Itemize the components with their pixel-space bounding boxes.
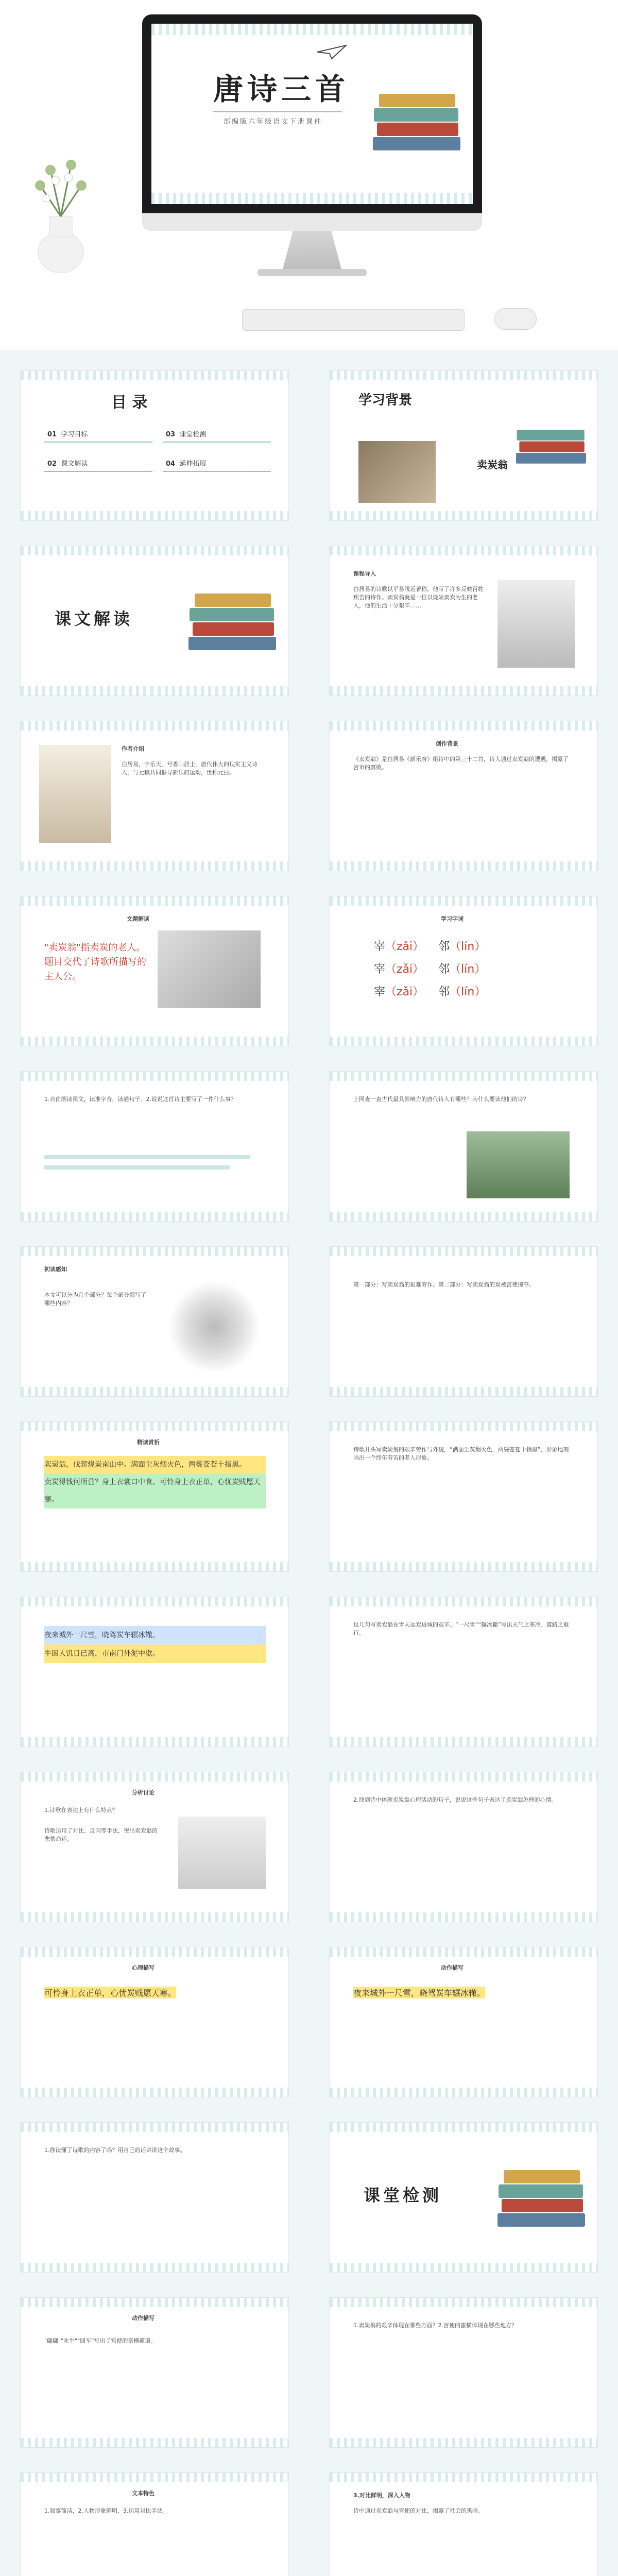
cover-title: 唐诗三首 — [213, 72, 350, 107]
slide-read-answer[interactable] — [330, 1247, 597, 1396]
toc-title: 目 录 — [111, 394, 148, 412]
author-portrait — [497, 580, 575, 668]
reading-title: 课文解读 — [55, 609, 133, 629]
action-heading: 动作描写 — [441, 1964, 464, 1971]
cover-stripe-bottom — [151, 193, 473, 204]
words-left-text: "卖炭翁"指卖炭的老人。题目交代了诗歌所描写的主人公。 — [44, 942, 146, 982]
char-row: 宰（zǎi） 邻（lín） — [374, 940, 486, 953]
slide-action[interactable] — [330, 1947, 597, 2097]
slide-words[interactable] — [21, 896, 288, 1046]
slide-reading[interactable] — [21, 546, 288, 696]
slide-features[interactable] — [21, 2473, 288, 2576]
char-list — [374, 936, 486, 1004]
slide-poem-1[interactable] — [21, 1422, 288, 1571]
poem1-note-body: 诗歌开头写卖炭翁的艰辛劳作与外貌，“满面尘灰烟火色，两鬓苍苍十指黑”，形象地刻画出一个终年劳苦的老人形象。 — [353, 1446, 569, 1461]
slide-toc[interactable] — [21, 371, 288, 520]
action-line: 夜来城外一尺雪，晓驾炭车辗冰辙。 — [353, 1987, 485, 1998]
author-heading: 作者介绍 — [122, 745, 144, 752]
slide-analysis[interactable] — [21, 1772, 288, 1922]
slide-test-b[interactable] — [330, 2298, 597, 2447]
slide-poem-1-note[interactable] — [330, 1422, 597, 1571]
features-body: 1.叙事简洁，2.人物形象鲜明，3.运用对比手法。 — [44, 2507, 168, 2514]
books-illustration — [188, 580, 271, 657]
poem2-lines — [44, 1626, 266, 1663]
test-a-body: "翩翩""叱牛""回车"写出了宫使的蛮横霸道。 — [44, 2337, 157, 2344]
slide-read-right[interactable] — [330, 1072, 597, 1221]
read-note-heading: 初读感知 — [44, 1266, 67, 1273]
mouse — [494, 308, 537, 330]
analysis-question: 1.诗歌在表达上有什么特点？ — [44, 1807, 118, 1814]
slide-learn-chars[interactable] — [330, 896, 597, 1046]
monitor-chin — [142, 213, 482, 231]
analysis-heading: 分析讨论 — [132, 1789, 154, 1796]
paper-plane-icon — [316, 44, 347, 60]
slide-read-first[interactable] — [21, 1072, 288, 1221]
slide-analysis-right[interactable] — [330, 1772, 597, 1922]
slide-poem-2[interactable] — [21, 1597, 288, 1747]
monitor — [142, 14, 482, 231]
creation-body: 《卖炭翁》是白居易《新乐府》组诗中的第三十二首，诗人通过卖炭翁的遭遇，揭露了宫市的腐败。 — [353, 756, 569, 771]
features-right-body: 诗中通过卖炭翁与宫使的对比，揭露了社会的黑暗。 — [353, 2507, 484, 2514]
slide-author[interactable] — [21, 721, 288, 871]
monitor-stand — [282, 231, 342, 271]
bg-painting — [358, 441, 436, 503]
slide-creation[interactable] — [330, 721, 597, 871]
poem1-heading: 精读赏析 — [137, 1439, 160, 1446]
books-illustration — [497, 2157, 580, 2234]
features-heading: 文本特色 — [132, 2490, 154, 2497]
bg-caption: 卖炭翁 — [477, 459, 508, 471]
slide-quiz-intro[interactable] — [21, 2123, 288, 2272]
bg-text-body: 白居易的诗歌以平易浅近著称，他写了许多反映百姓疾苦的诗作。卖炭翁就是一位以烧炭卖炭为生的老人，他的生活十分艰辛…… — [353, 586, 484, 609]
keyboard — [242, 309, 465, 331]
toc-item-1[interactable]: 01 学习目标 — [44, 426, 152, 443]
cover-slide — [151, 24, 473, 204]
plant-vase-illustration — [20, 149, 102, 273]
books-illustration — [516, 408, 582, 469]
analysis-right-body: 2.找到诗中体现卖炭翁心理活动的句子，说说这些句子表达了卖炭翁怎样的心情。 — [353, 1797, 557, 1803]
analysis-illustration — [178, 1817, 266, 1889]
cover-subtitle: 部编版六年级语文下册课件 — [224, 118, 323, 126]
bg-text-heading: 课程导入 — [353, 570, 376, 577]
poem-line: 卖炭得钱何所营？身上衣裳口中食。可怜身上衣正单，心忧炭贱愿天寒。 — [44, 1473, 266, 1509]
read-note-answer: 第一部分：写卖炭翁的艰难劳作。第二部分：写卖炭翁的炭被宫使掠夺。 — [353, 1281, 535, 1288]
cover-hero — [0, 0, 618, 350]
toc-item-2[interactable]: 02 课文解读 — [44, 455, 152, 472]
test-b-body: 1.卖炭翁的艰辛体现在哪些方面？2.宫使的蛮横体现在哪些地方？ — [353, 2322, 517, 2329]
analysis-body: 诗歌运用了对比、反问等手法，突出卖炭翁的悲惨命运。 — [44, 1827, 158, 1842]
cover-divider — [213, 111, 342, 112]
words-heading: 文题解读 — [127, 916, 149, 922]
cover-stripe-top — [151, 24, 473, 35]
mood-line: 可怜身上衣正单，心忧炭贱愿天寒。 — [44, 1987, 176, 1998]
slide-background[interactable] — [330, 371, 597, 520]
words-illustration — [158, 930, 261, 1008]
read-note-question: 本文可以分为几个部分？每个部分都写了哪些内容？ — [44, 1292, 146, 1307]
char-row: 宰（zǎi） 邻（lín） — [374, 963, 486, 976]
slide-test[interactable] — [330, 2123, 597, 2272]
slide-features-right[interactable] — [330, 2473, 597, 2576]
mood-heading: 心理描写 — [132, 1964, 154, 1971]
slide-poem-2-note[interactable] — [330, 1597, 597, 1747]
poem1-lines — [44, 1456, 266, 1509]
read-first-body: 1.自由朗读课文，读准字音，读通句子。2.说说这首诗主要写了一件什么事？ — [44, 1096, 236, 1103]
slide-read-note[interactable] — [21, 1247, 288, 1396]
poem-line: 夜来城外一尺雪，晓驾炭车辗冰辙。 — [44, 1626, 266, 1645]
slide-mood[interactable] — [21, 1947, 288, 2097]
learn-heading: 学习字词 — [441, 916, 464, 922]
toc-item-4[interactable]: 04 延伸拓展 — [163, 455, 271, 472]
poem2-note-body: 这几句写卖炭翁在雪天运炭进城的艰辛。“一尺雪”“辗冰辙”写出天气之寒冷、道路之难行。 — [353, 1621, 569, 1636]
test-title: 课堂检测 — [364, 2185, 442, 2205]
test-a-heading: 动作描写 — [132, 2315, 154, 2321]
char-row: 宰（zǎi） 邻（lín） — [374, 986, 486, 998]
features-right-heading: 3.对比鲜明，深入人物 — [353, 2492, 410, 2499]
author-image — [39, 745, 111, 843]
bg-title: 学习背景 — [358, 393, 413, 408]
great-wall-image — [467, 1131, 570, 1198]
author-body: 白居易，字乐天，号香山居士，唐代伟大的现实主义诗人，与元稹共同倡导新乐府运动，世称元白。 — [122, 761, 258, 776]
slide-test-a[interactable] — [21, 2298, 288, 2447]
toc-item-3[interactable]: 03 课堂检测 — [163, 426, 271, 443]
poem-line: 卖炭翁，伐薪烧炭南山中。满面尘灰烟火色，两鬓苍苍十指黑。 — [44, 1456, 266, 1473]
ink-decoration — [168, 1281, 261, 1374]
slide-bg-text[interactable] — [330, 546, 597, 696]
monitor-stand-base — [258, 269, 367, 276]
books-illustration — [373, 80, 455, 158]
poem-line: 牛困人饥日已高，市南门外泥中歇。 — [44, 1645, 266, 1663]
creation-heading: 创作背景 — [436, 740, 458, 747]
quiz-intro-body: 1.你读懂了诗歌的内容了吗？用自己的话讲讲这个故事。 — [44, 2147, 186, 2154]
read-right-body: 上网查一查古代最具影响力的唐代诗人有哪些？为什么要读他们的诗？ — [353, 1096, 529, 1103]
